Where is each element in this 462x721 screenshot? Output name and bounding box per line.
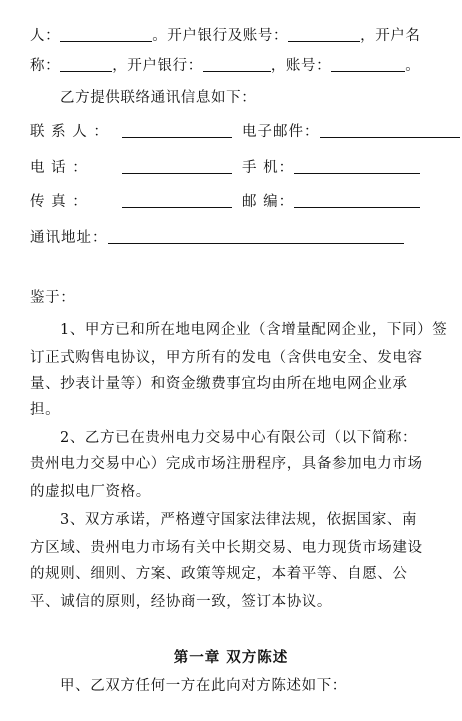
paragraph-line: 方区域、贵州电力市场有关中长期交易、电力现货市场建设	[30, 540, 423, 556]
email-field[interactable]	[320, 122, 460, 138]
contact-row-3	[30, 190, 232, 211]
fax-field[interactable]	[122, 192, 232, 208]
account-line-2-label: 称：	[30, 58, 61, 74]
mobile-label: 手 机：	[242, 160, 295, 176]
paragraph-line: 订正式购售电协议，甲方所有的发电（含供电安全、发电容	[30, 350, 423, 366]
blank-account-name	[60, 56, 112, 72]
paragraph-line: 3、双方承诺，严格遵守国家法律法规，依据国家、南	[60, 512, 418, 528]
postcode-label: 邮 编：	[242, 194, 295, 210]
line-end-period: 。	[405, 58, 421, 74]
fax-label: 传 真 ：	[30, 194, 88, 210]
address-label: 通讯地址：	[30, 230, 108, 246]
account-number-label: ，账号：	[270, 58, 332, 74]
mobile-field[interactable]	[294, 158, 420, 174]
contact-row-1	[30, 120, 232, 141]
postcode-field[interactable]	[294, 192, 420, 208]
contact-row-2	[30, 156, 232, 177]
paragraph-line: 贵州电力交易中心）完成市场注册程序，具备参加电力市场	[30, 456, 423, 472]
blank-bank-account	[288, 26, 360, 42]
phone-label: 电 话 ：	[30, 160, 88, 176]
account-line-2	[30, 54, 440, 75]
bank-account-label: 。开户银行及账号：	[152, 28, 289, 44]
account-line-1-label: 人：	[30, 28, 61, 44]
paragraph-line: 的虚拟电厂资格。	[30, 484, 151, 500]
contact-row-3b	[242, 190, 420, 211]
account-name-label: ，开户名	[360, 28, 421, 44]
contact-person-field[interactable]	[122, 122, 232, 138]
paragraph-line: 1、甲方已和所在地电网企业（含增量配网企业，下同）签	[60, 322, 448, 338]
paragraph-line: 2、乙方已在贵州电力交易中心有限公司（以下简称：	[60, 430, 418, 446]
chapter-title: 第一章 双方陈述	[173, 649, 289, 666]
contact-row-1b	[242, 120, 460, 141]
blank-party-name	[60, 26, 152, 42]
contact-row-4	[30, 226, 404, 247]
opening-bank-label: ，开户银行：	[112, 58, 203, 74]
party-b-intro: 乙方提供联络通讯信息如下：	[60, 90, 257, 106]
whereas-heading: 鉴于：	[30, 290, 76, 306]
blank-opening-bank	[203, 56, 271, 72]
contact-person-label: 联 系 人 ：	[30, 124, 109, 140]
account-line-1	[30, 24, 440, 45]
chapter-intro: 甲、乙双方任何一方在此向对方陈述如下：	[60, 678, 347, 694]
contact-row-2b	[242, 156, 420, 177]
blank-account-number	[331, 56, 405, 72]
paragraph-line: 担。	[30, 402, 61, 418]
paragraph-line: 量、抄表计量等）和资金缴费事宜均由所在地电网企业承	[30, 376, 408, 392]
paragraph-line: 的规则、细则、方案、政策等规定，本着平等、自愿、公	[30, 566, 408, 582]
phone-field[interactable]	[122, 158, 232, 174]
email-label: 电子邮件：	[242, 124, 320, 140]
address-field[interactable]	[108, 228, 404, 244]
paragraph-line: 平、诚信的原则，经协商一致，签订本协议。	[30, 594, 332, 610]
